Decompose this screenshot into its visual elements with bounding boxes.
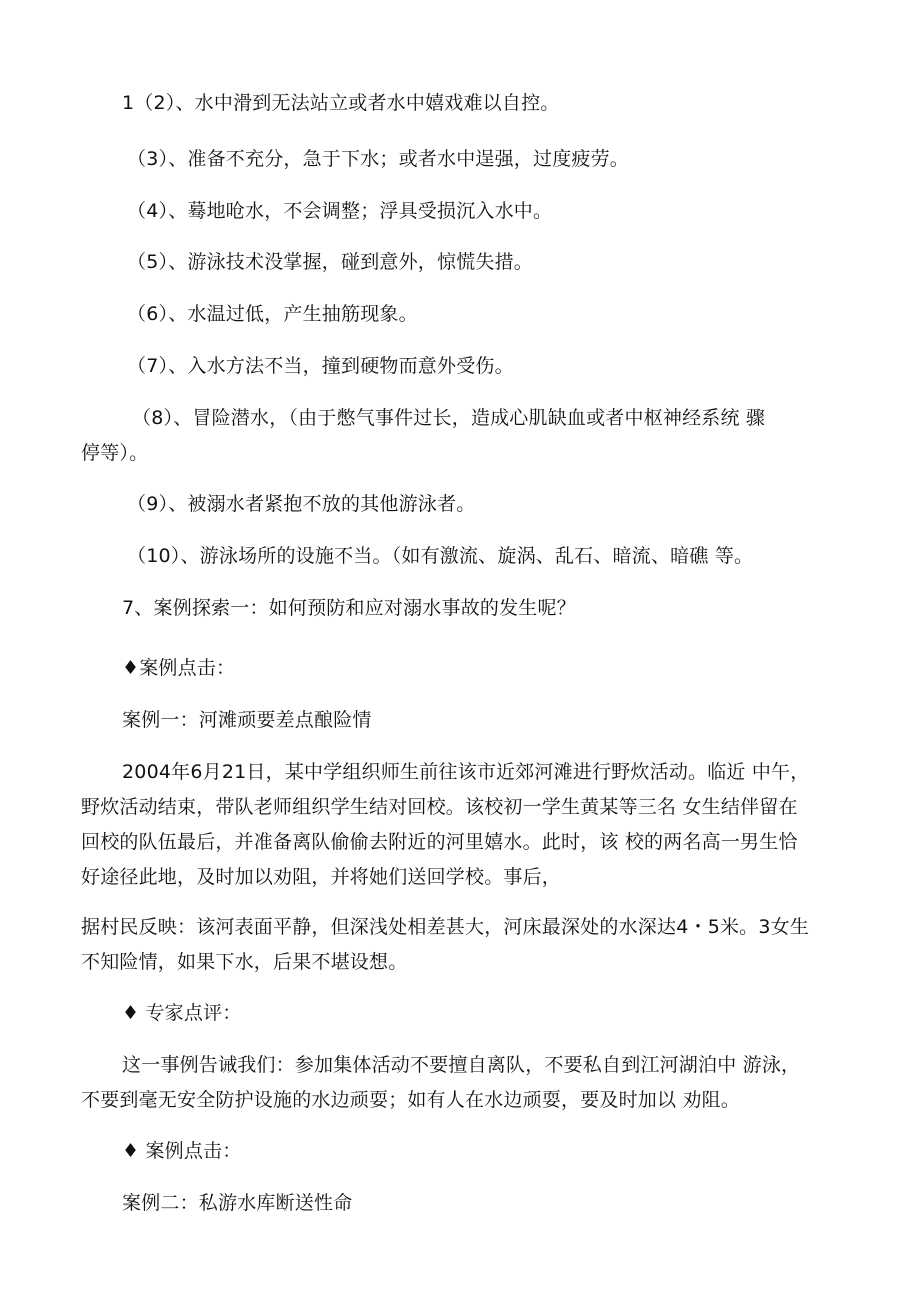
cause-item-3: （3）、准备不充分，急于下水；或者水中逞强，过度疲劳。: [127, 148, 629, 170]
cause-item-7: （7）、入水方法不当，撞到硬物而意外受伤。: [127, 355, 514, 377]
cause-item-8-line1: （8）、冒险潜水，（由于憋气事件过长，造成心肌缺血或者中枢神经系统 骤: [132, 407, 766, 429]
cause-item-9: （9）、被溺水者紧抱不放的其他游泳者。: [127, 493, 476, 515]
cause-item-6: （6）、水温过低，产生抽筋现象。: [127, 303, 418, 325]
case-1-villager-report-line: 据村民反映：该河表面平静，但深浅处相差甚大，河床最深处的水深达4・5米。3女生: [81, 916, 810, 938]
cause-item-2: 1（2）、水中滑到无法站立或者水中嬉戏难以自控。: [122, 92, 560, 114]
cause-item-8-line2: 停等）。: [81, 442, 149, 464]
case-click-label-2: ♦ 案例点击：: [122, 1140, 242, 1162]
case-1-villager-report-line: 不知险情，如果下水，后果不堪设想。: [81, 951, 408, 973]
expert-comment-line: 不要到毫无安全防护设施的水边顽耍；如有人在水边顽耍，要及时加以 劝阻。: [81, 1089, 741, 1111]
case-1-paragraph-line: 2004年6月21日，某中学组织师生前往该市近郊河滩进行野炊活动。临近 中午，: [122, 761, 810, 783]
expert-comment-line: 这一事例告诫我们：参加集体活动不要擅自离队，不要私自到江河湖泊中 游泳，: [122, 1054, 801, 1076]
section-7-title: 7、案例探索一：如何预防和应对溺水事故的发生呢？: [122, 597, 576, 619]
case-1-title: 案例一：河滩顽要差点酿险情: [122, 709, 372, 731]
cause-item-4: （4）、蓦地呛水，不会调整；浮具受损沉入水中。: [127, 200, 553, 222]
case-1-paragraph-line: 好途径此地，及时加以劝阻，并将她们送回学校。事后，: [81, 866, 562, 888]
case-click-label-1: ♦案例点击：: [122, 657, 236, 679]
case-1-paragraph-line: 回校的队伍最后，并准备离队偷偷去附近的河里嬉水。此时，该 校的两名高一男生恰: [81, 831, 798, 853]
cause-item-5: （5）、游泳技术没掌握，碰到意外，惊慌失措。: [127, 251, 533, 273]
cause-item-10: （10）、游泳场所的设施不当。（如有激流、旋涡、乱石、暗流、暗礁 等。: [127, 545, 754, 567]
case-1-paragraph-line: 野炊活动结束，带队老师组织学生结对回校。该校初一学生黄某等三名 女生结伴留在: [81, 796, 798, 818]
expert-comment-label: ♦ 专家点评：: [122, 1002, 242, 1024]
case-2-title: 案例二：私游水库断送性命: [122, 1192, 353, 1214]
